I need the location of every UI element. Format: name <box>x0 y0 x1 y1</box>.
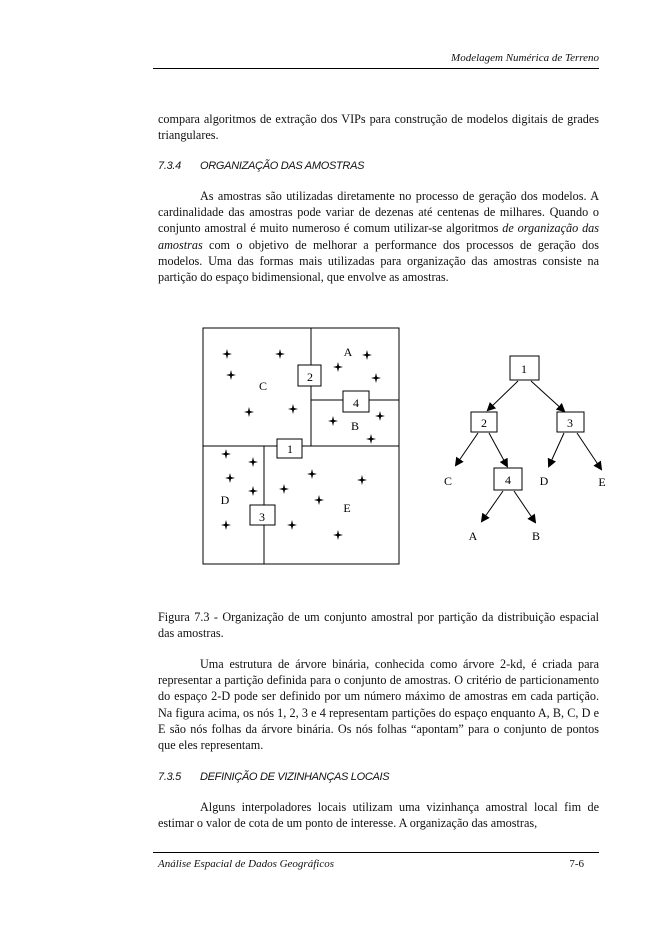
sample-point <box>375 411 385 421</box>
tree-leaf-a: A <box>468 529 478 543</box>
paragraph-text: Alguns interpoladores locais utilizam uma vizinhança amostral local fim de estimar o valor de cota de um ponto de interesse. A organização das amostras, <box>158 800 599 831</box>
partition-node-1-label: 1 <box>287 442 293 456</box>
paragraph-text: Uma estrutura de árvore binária, conhecida como árvore 2-kd, é criada para representar a partição definida para o conjunto de amostras. O critério de particionamento do espaço 2-D pode ser definido por um número máximo de amostras em cada partição. Na figura acima, os nós 1, 2, 3 e 4 representam partições do espaço enquanto A, B, C, D e E são nós folhas da árvore binária. Os nós folhas “apontam” para o conjunto de pontos que eles representam. <box>158 657 599 753</box>
footer <box>158 858 584 870</box>
tree-labels <box>444 362 606 543</box>
tree-edge <box>514 491 535 522</box>
tree-leaf-e: E <box>598 475 606 489</box>
kd-tree <box>456 356 601 522</box>
sample-point <box>371 373 381 383</box>
paragraph-text: As amostras são utilizadas diretamente no processo de geração dos modelos. A cardinalidade das amostras pode variar de dezenas até centenas de milhares. Quando o conjunto amostral é muito numeroso é comum utilizar-se algoritmos <box>158 189 599 236</box>
tree-edge <box>482 491 503 521</box>
page-number: 7-6 <box>569 858 584 870</box>
sample-point <box>333 530 343 540</box>
sample-point <box>307 469 317 479</box>
region-label-c: C <box>258 379 268 393</box>
paragraph-intro: compara algoritmos de extração dos VIPs para construção de modelos digitais de grades triangulares. <box>158 112 599 143</box>
tree-edge <box>577 433 601 469</box>
tree-edge <box>489 433 507 466</box>
sample-point <box>279 484 289 494</box>
tree-leaf-d: D <box>539 474 549 488</box>
tree-leaf-c: C <box>443 474 453 488</box>
section-number: 7.3.4 <box>158 160 181 172</box>
partition-node-boxes <box>250 365 369 525</box>
footer-rule <box>153 852 599 853</box>
paragraph-emphasis: de organização das amostras <box>158 221 599 252</box>
sample-point <box>333 362 343 372</box>
tree-edge <box>456 433 478 465</box>
section-title: ORGANIZAÇÃO DAS AMOSTRAS <box>200 160 365 172</box>
sample-point <box>366 434 376 444</box>
tree-node-2-label: 2 <box>481 416 487 430</box>
figure-caption: Figura 7.3 - Organização de um conjunto amostral por partição da distribuição espacial das amostras. <box>158 610 599 641</box>
partition-node-2-label: 2 <box>307 370 313 384</box>
sample-point <box>221 520 231 530</box>
region-label-e: E <box>343 501 351 515</box>
footer-title: Análise Espacial de Dados Geográficos <box>158 858 334 870</box>
section-heading-7-3-5 <box>158 771 599 783</box>
region-label-d: D <box>220 493 230 507</box>
partition-node-4-label: 4 <box>353 396 359 410</box>
sample-point <box>357 475 367 485</box>
tree-edge <box>549 433 564 466</box>
sample-point <box>221 449 231 459</box>
tree-edge <box>488 381 518 410</box>
sample-point <box>314 495 324 505</box>
tree-node-4-label: 4 <box>505 473 511 487</box>
sample-point <box>288 404 298 414</box>
sample-point <box>225 473 235 483</box>
sample-point <box>362 350 372 360</box>
sample-point <box>328 416 338 426</box>
section-number: 7.3.5 <box>158 771 181 783</box>
tree-edge <box>531 381 564 411</box>
sample-point <box>244 407 254 417</box>
partition-node-3-label: 3 <box>259 510 265 524</box>
sample-point <box>248 457 258 467</box>
tree-node-3-label: 3 <box>567 416 573 430</box>
paragraph-text: com o objetivo de melhorar a performance dos processos de geração dos modelos. Uma das formas mais utilizadas para organização das amostras consiste na partição do espaço bidimensional, que envolve as amostras. <box>158 237 599 285</box>
sample-point <box>287 520 297 530</box>
region-label-b: B <box>350 419 360 433</box>
section-title: DEFINIÇÃO DE VIZINHANÇAS LOCAIS <box>200 771 390 783</box>
sample-point <box>275 349 285 359</box>
sample-point <box>248 486 258 496</box>
sample-point <box>222 349 232 359</box>
region-label-a: A <box>343 345 353 359</box>
running-header: Modelagem Numérica de Terreno <box>451 52 599 64</box>
paragraph-kd-tree <box>158 656 599 753</box>
tree-leaf-b: B <box>531 529 541 543</box>
tree-node-1-label: 1 <box>521 362 527 376</box>
sample-point <box>226 370 236 380</box>
paragraph-neighborhoods <box>158 799 599 831</box>
partition-labels <box>221 345 359 524</box>
